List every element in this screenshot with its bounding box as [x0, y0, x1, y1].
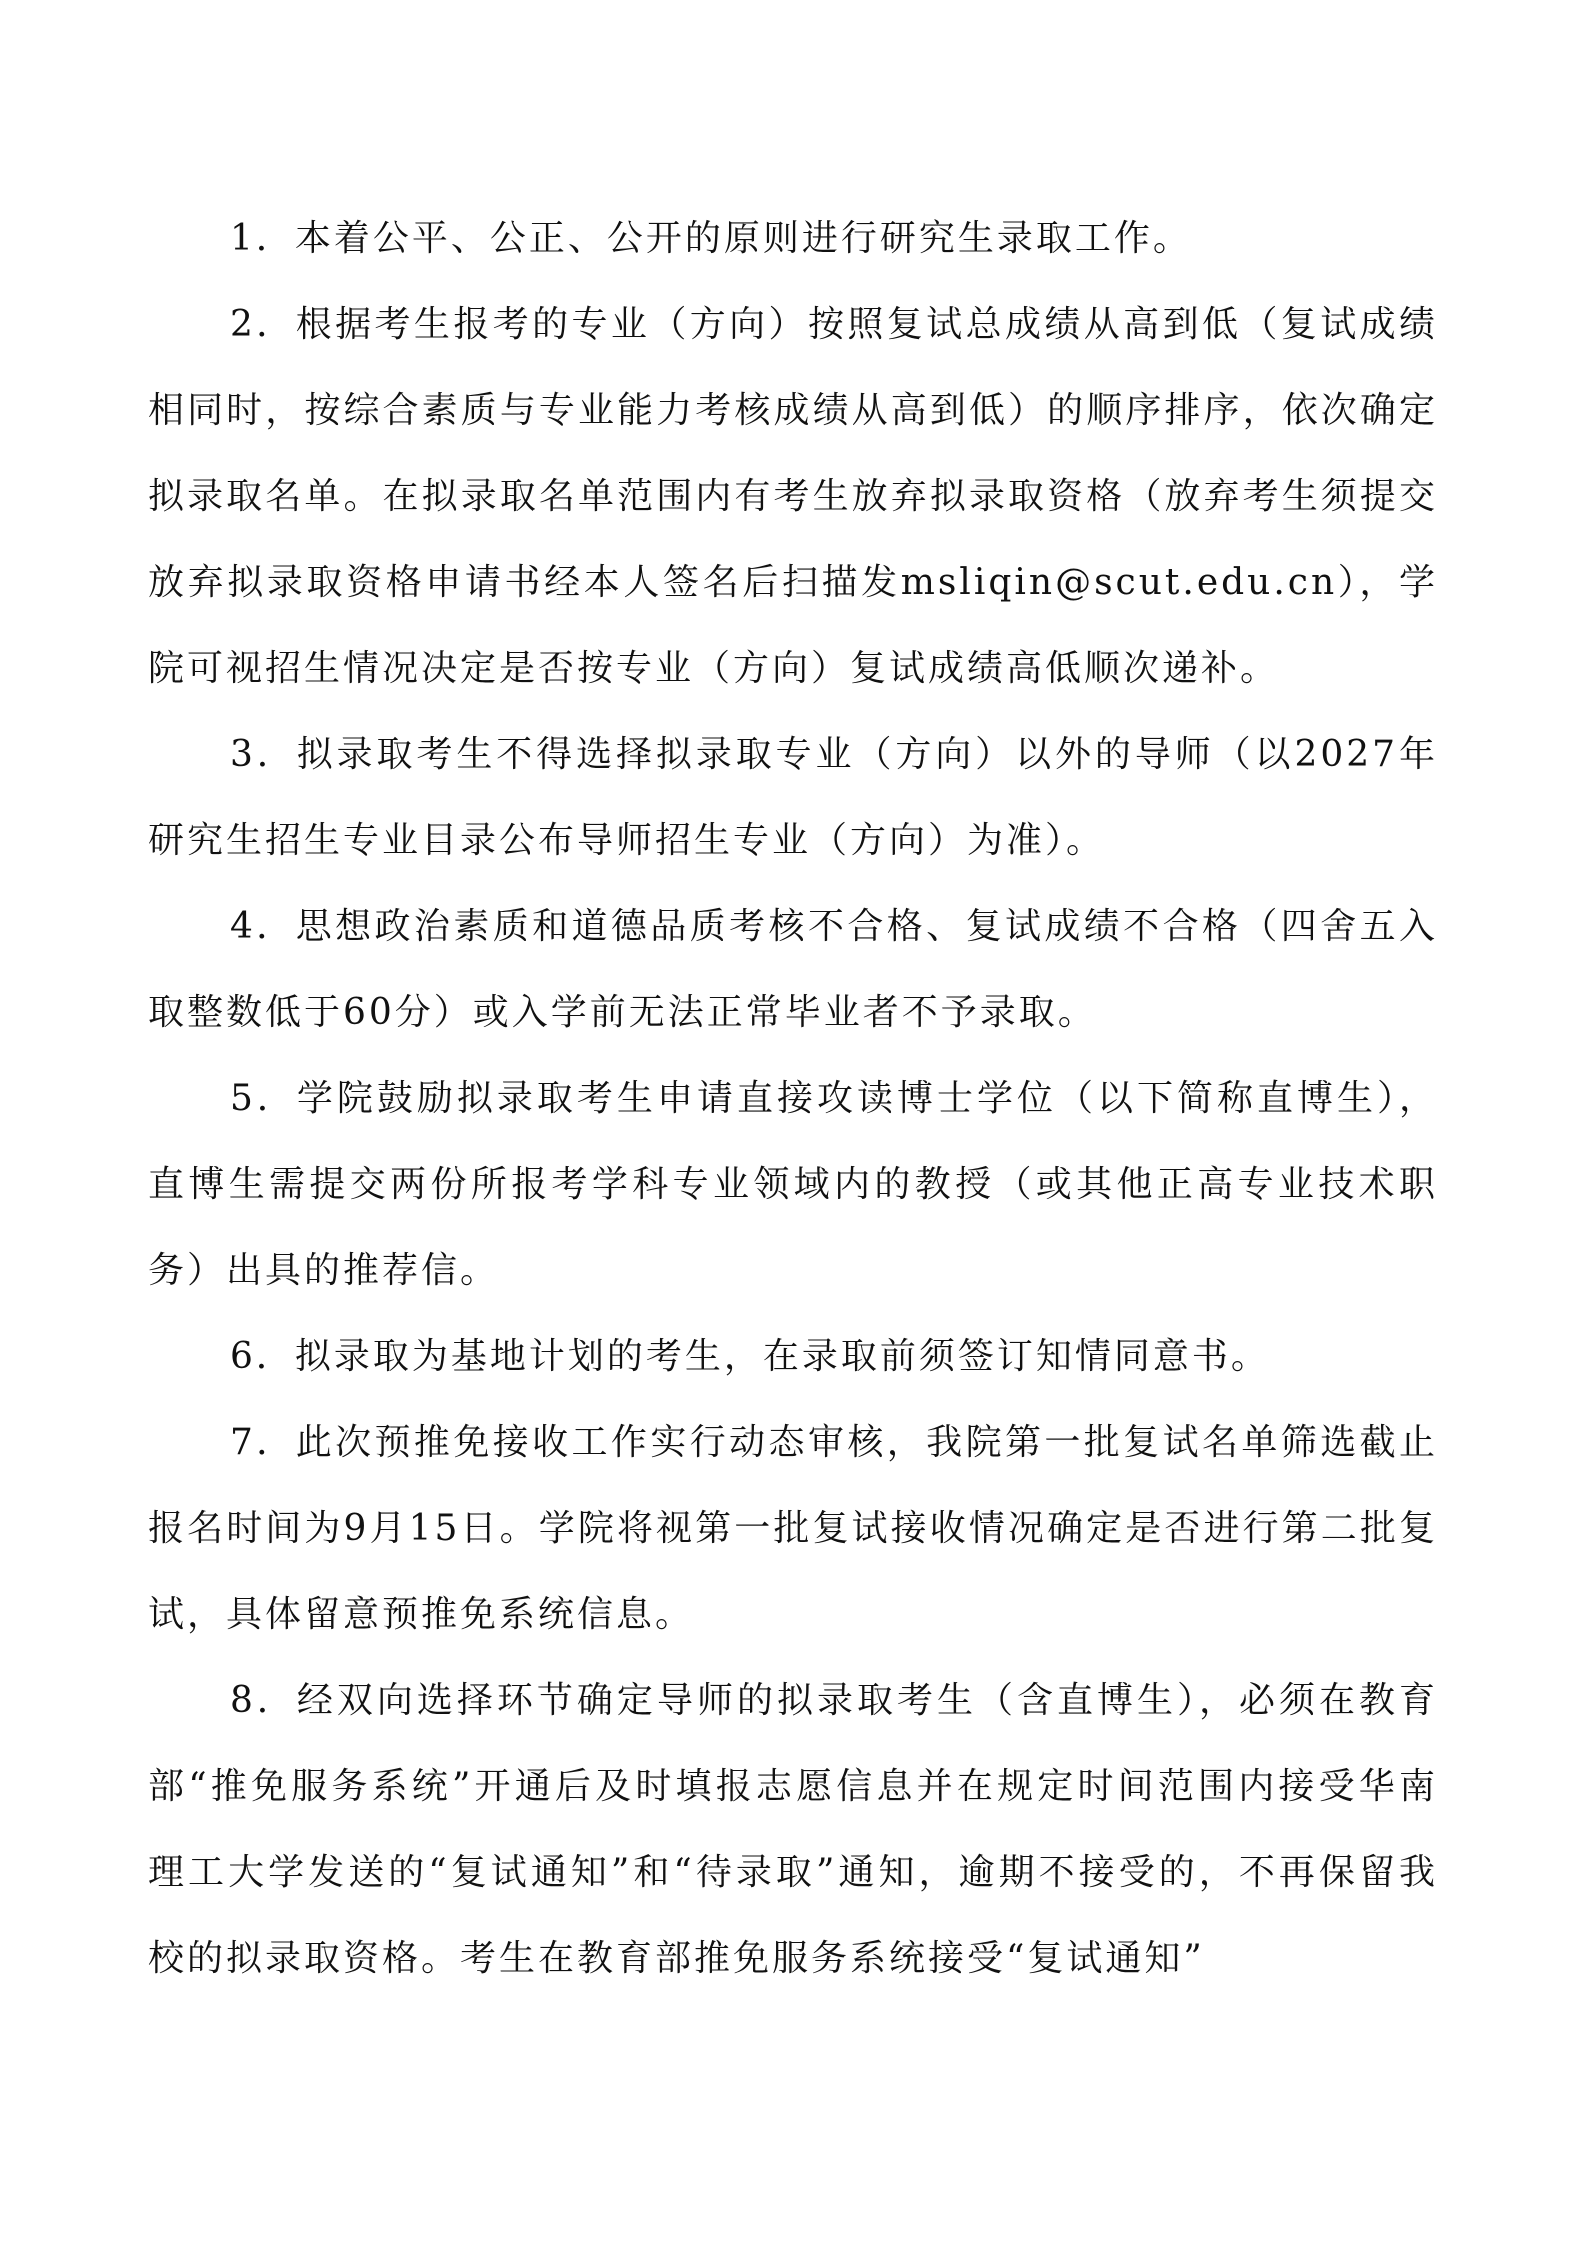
document-body [148, 196, 1438, 2002]
paragraph-6: 6．拟录取为基地计划的考生，在录取前须签订知情同意书。 [230, 1336, 1270, 1377]
paragraph-1: 1．本着公平、公正、公开的原则进行研究生录取工作。 [230, 218, 1192, 259]
paragraph-2: 2．根据考生报考的专业（方向）按照复试总成绩从高到低（复试成绩相同时，按综合素质与专业能力考核成绩从高到低）的顺序排序，依次确定拟录取名单。在拟录取名单范围内有考生放弃拟录取资格（放弃考生须提交放弃拟录取资格申请书经本人签名后扫描发msliqin@scut.edu.cn），学院可视招生情况决定是否按专业（方向）复试成绩高低顺次递补。 [148, 304, 1438, 689]
paragraph-8: 8．经双向选择环节确定导师的拟录取考生（含直博生），必须在教育部“推免服务系统”开通后及时填报志愿信息并在规定时间范围内接受华南理工大学发送的“复试通知”和“待录取”通知，逾期不接受的，不再保留我校的拟录取资格。考生在教育部推免服务系统接受“复试通知” [148, 1680, 1438, 1979]
paragraph-3: 3．拟录取考生不得选择拟录取专业（方向）以外的导师（以2027年研究生招生专业目录公布导师招生专业（方向）为准）。 [148, 734, 1438, 861]
paragraph-4: 4．思想政治素质和道德品质考核不合格、复试成绩不合格（四舍五入取整数低于60分）或入学前无法正常毕业者不予录取。 [148, 906, 1438, 1033]
paragraph-7: 7．此次预推免接收工作实行动态审核，我院第一批复试名单筛选截止报名时间为9月15日。学院将视第一批复试接收情况确定是否进行第二批复试，具体留意预推免系统信息。 [148, 1422, 1438, 1635]
paragraph-5: 5．学院鼓励拟录取考生申请直接攻读博士学位（以下简称直博生），直博生需提交两份所报考学科专业领域内的教授（或其他正高专业技术职务）出具的推荐信。 [148, 1078, 1438, 1291]
